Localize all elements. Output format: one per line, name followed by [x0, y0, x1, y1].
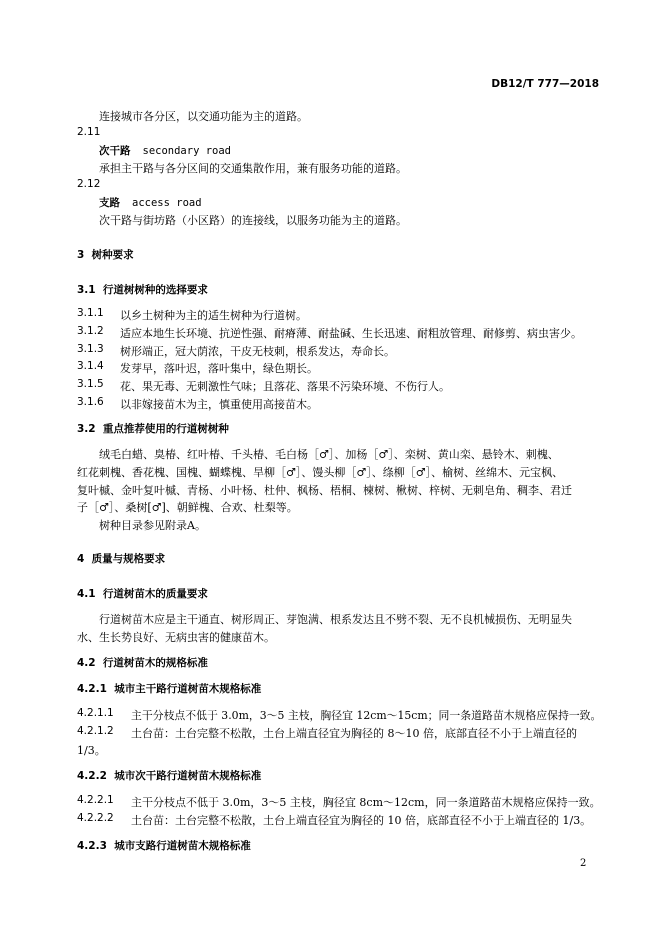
paragraph-line: 复叶槭、金叶复叶槭、青杨、小叶杨、杜仲、枫杨、梧桐、楝树、楸树、梓树、无刺皂角、稠李、君迁 — [77, 484, 572, 497]
clause-number: 3.1.5 — [77, 378, 104, 390]
clause-text: 主干分枝点不低于 3.0m，3～5 主枝，胸径宜 12cm～15cm；同一条道路苗木规格应保持一致。 — [131, 709, 602, 722]
clause-text: 以乡土树种为主的适生树种为行道树。 — [120, 309, 307, 322]
clause-text: 发芽早，落叶迟，落叶集中，绿色期长。 — [120, 362, 318, 375]
term-title-en: secondary road — [142, 145, 232, 157]
subsection-heading-4-1: 4.1 行道树苗木的质量要求 — [77, 588, 208, 600]
term-number: 2.12 — [77, 178, 101, 190]
document-header-code: DB12/T 777—2018 — [491, 78, 599, 90]
clause-number: 3.1.1 — [77, 307, 104, 319]
subsection-heading-4-2: 4.2 行道树苗木的规格标准 — [77, 657, 208, 669]
term-title — [99, 195, 202, 210]
definition-text: 次干路与街坊路（小区路）的连接线，以服务功能为主的道路。 — [99, 214, 407, 227]
subsection-heading-4-2-3: 4.2.3 城市支路行道树苗木规格标准 — [77, 840, 251, 852]
definition-text: 连接城市各分区，以交通功能为主的道路。 — [99, 110, 308, 123]
clause-text: 树形端正，冠大荫浓，干皮无枝刺，根系发达，寿命长。 — [120, 345, 395, 358]
clause-text: 主干分枝点不低于 3.0m，3～5 主枝，胸径宜 8cm～12cm，同一条道路苗木规格应保持一致。 — [131, 796, 601, 809]
paragraph-line: 水、生长势良好、无病虫害的健康苗木。 — [77, 631, 275, 644]
clause-text: 1/3。 — [77, 744, 106, 757]
clause-number: 3.1.3 — [77, 343, 104, 355]
clause-number: 3.1.6 — [77, 396, 104, 408]
subsection-heading-4-2-1: 4.2.1 城市主干路行道树苗木规格标准 — [77, 683, 262, 695]
paragraph-line: 红花刺槐、香花槐、国槐、蝴蝶槐、旱柳［♂］、馒头柳［♂］、绦柳［♂］、榆树、丝绵木、元宝枫、 — [77, 466, 564, 479]
subsection-heading-3-2: 3.2 重点推荐使用的行道树树种 — [77, 423, 229, 435]
term-title-zh: 次干路 — [99, 145, 131, 157]
term-title — [99, 143, 231, 158]
clause-number: 4.2.2.1 — [77, 794, 114, 806]
definition-text: 承担主干路与各分区间的交通集散作用，兼有服务功能的道路。 — [99, 162, 407, 175]
clause-text: 适应本地生长环境、抗逆性强、耐瘠薄、耐盐碱、生长迅速、耐粗放管理、耐修剪、病虫害少。 — [120, 327, 582, 340]
paragraph-line: 绒毛白蜡、臭椿、红叶椿、千头椿、毛白杨［♂］、加杨［♂］、栾树、黄山栾、悬铃木、刺槐、 — [99, 448, 559, 461]
term-title-zh: 支路 — [99, 197, 120, 209]
paragraph-line: 子［♂］、桑树[♂]、朝鲜槐、合欢、杜梨等。 — [77, 501, 298, 514]
clause-number: 4.2.2.2 — [77, 812, 114, 824]
clause-text: 土台苗：土台完整不松散，土台上端直径宜为胸径的 8～10 倍，底部直径不小于上端直径的 — [131, 727, 577, 740]
paragraph-line: 行道树苗木应是主干通直、树形周正、芽饱满、根系发达且不劈不裂、无不良机械损伤、无明显失 — [99, 613, 572, 626]
clause-text: 花、果无毒、无刺激性气味；且落花、落果不污染环境、不伤行人。 — [120, 380, 450, 393]
clause-text: 以非嫁接苗木为主，慎重使用高接苗木。 — [120, 398, 318, 411]
section-heading-4: 4 质量与规格要求 — [77, 553, 166, 565]
page-number: 2 — [580, 858, 587, 869]
paragraph-line: 树种目录参见附录A。 — [99, 519, 206, 532]
section-heading-3: 3 树种要求 — [77, 249, 134, 261]
clause-number: 4.2.1.1 — [77, 707, 114, 719]
clause-number: 3.1.2 — [77, 325, 104, 337]
term-title-en: access road — [132, 197, 202, 209]
clause-number: 3.1.4 — [77, 360, 104, 372]
clause-text: 土台苗：土台完整不松散，土台上端直径宜为胸径的 10 倍，底部直径不小于上端直径的 1/3。 — [131, 814, 592, 827]
term-number: 2.11 — [77, 126, 101, 138]
subsection-heading-3-1: 3.1 行道树树种的选择要求 — [77, 284, 208, 296]
clause-number: 4.2.1.2 — [77, 725, 114, 737]
subsection-heading-4-2-2: 4.2.2 城市次干路行道树苗木规格标准 — [77, 770, 262, 782]
